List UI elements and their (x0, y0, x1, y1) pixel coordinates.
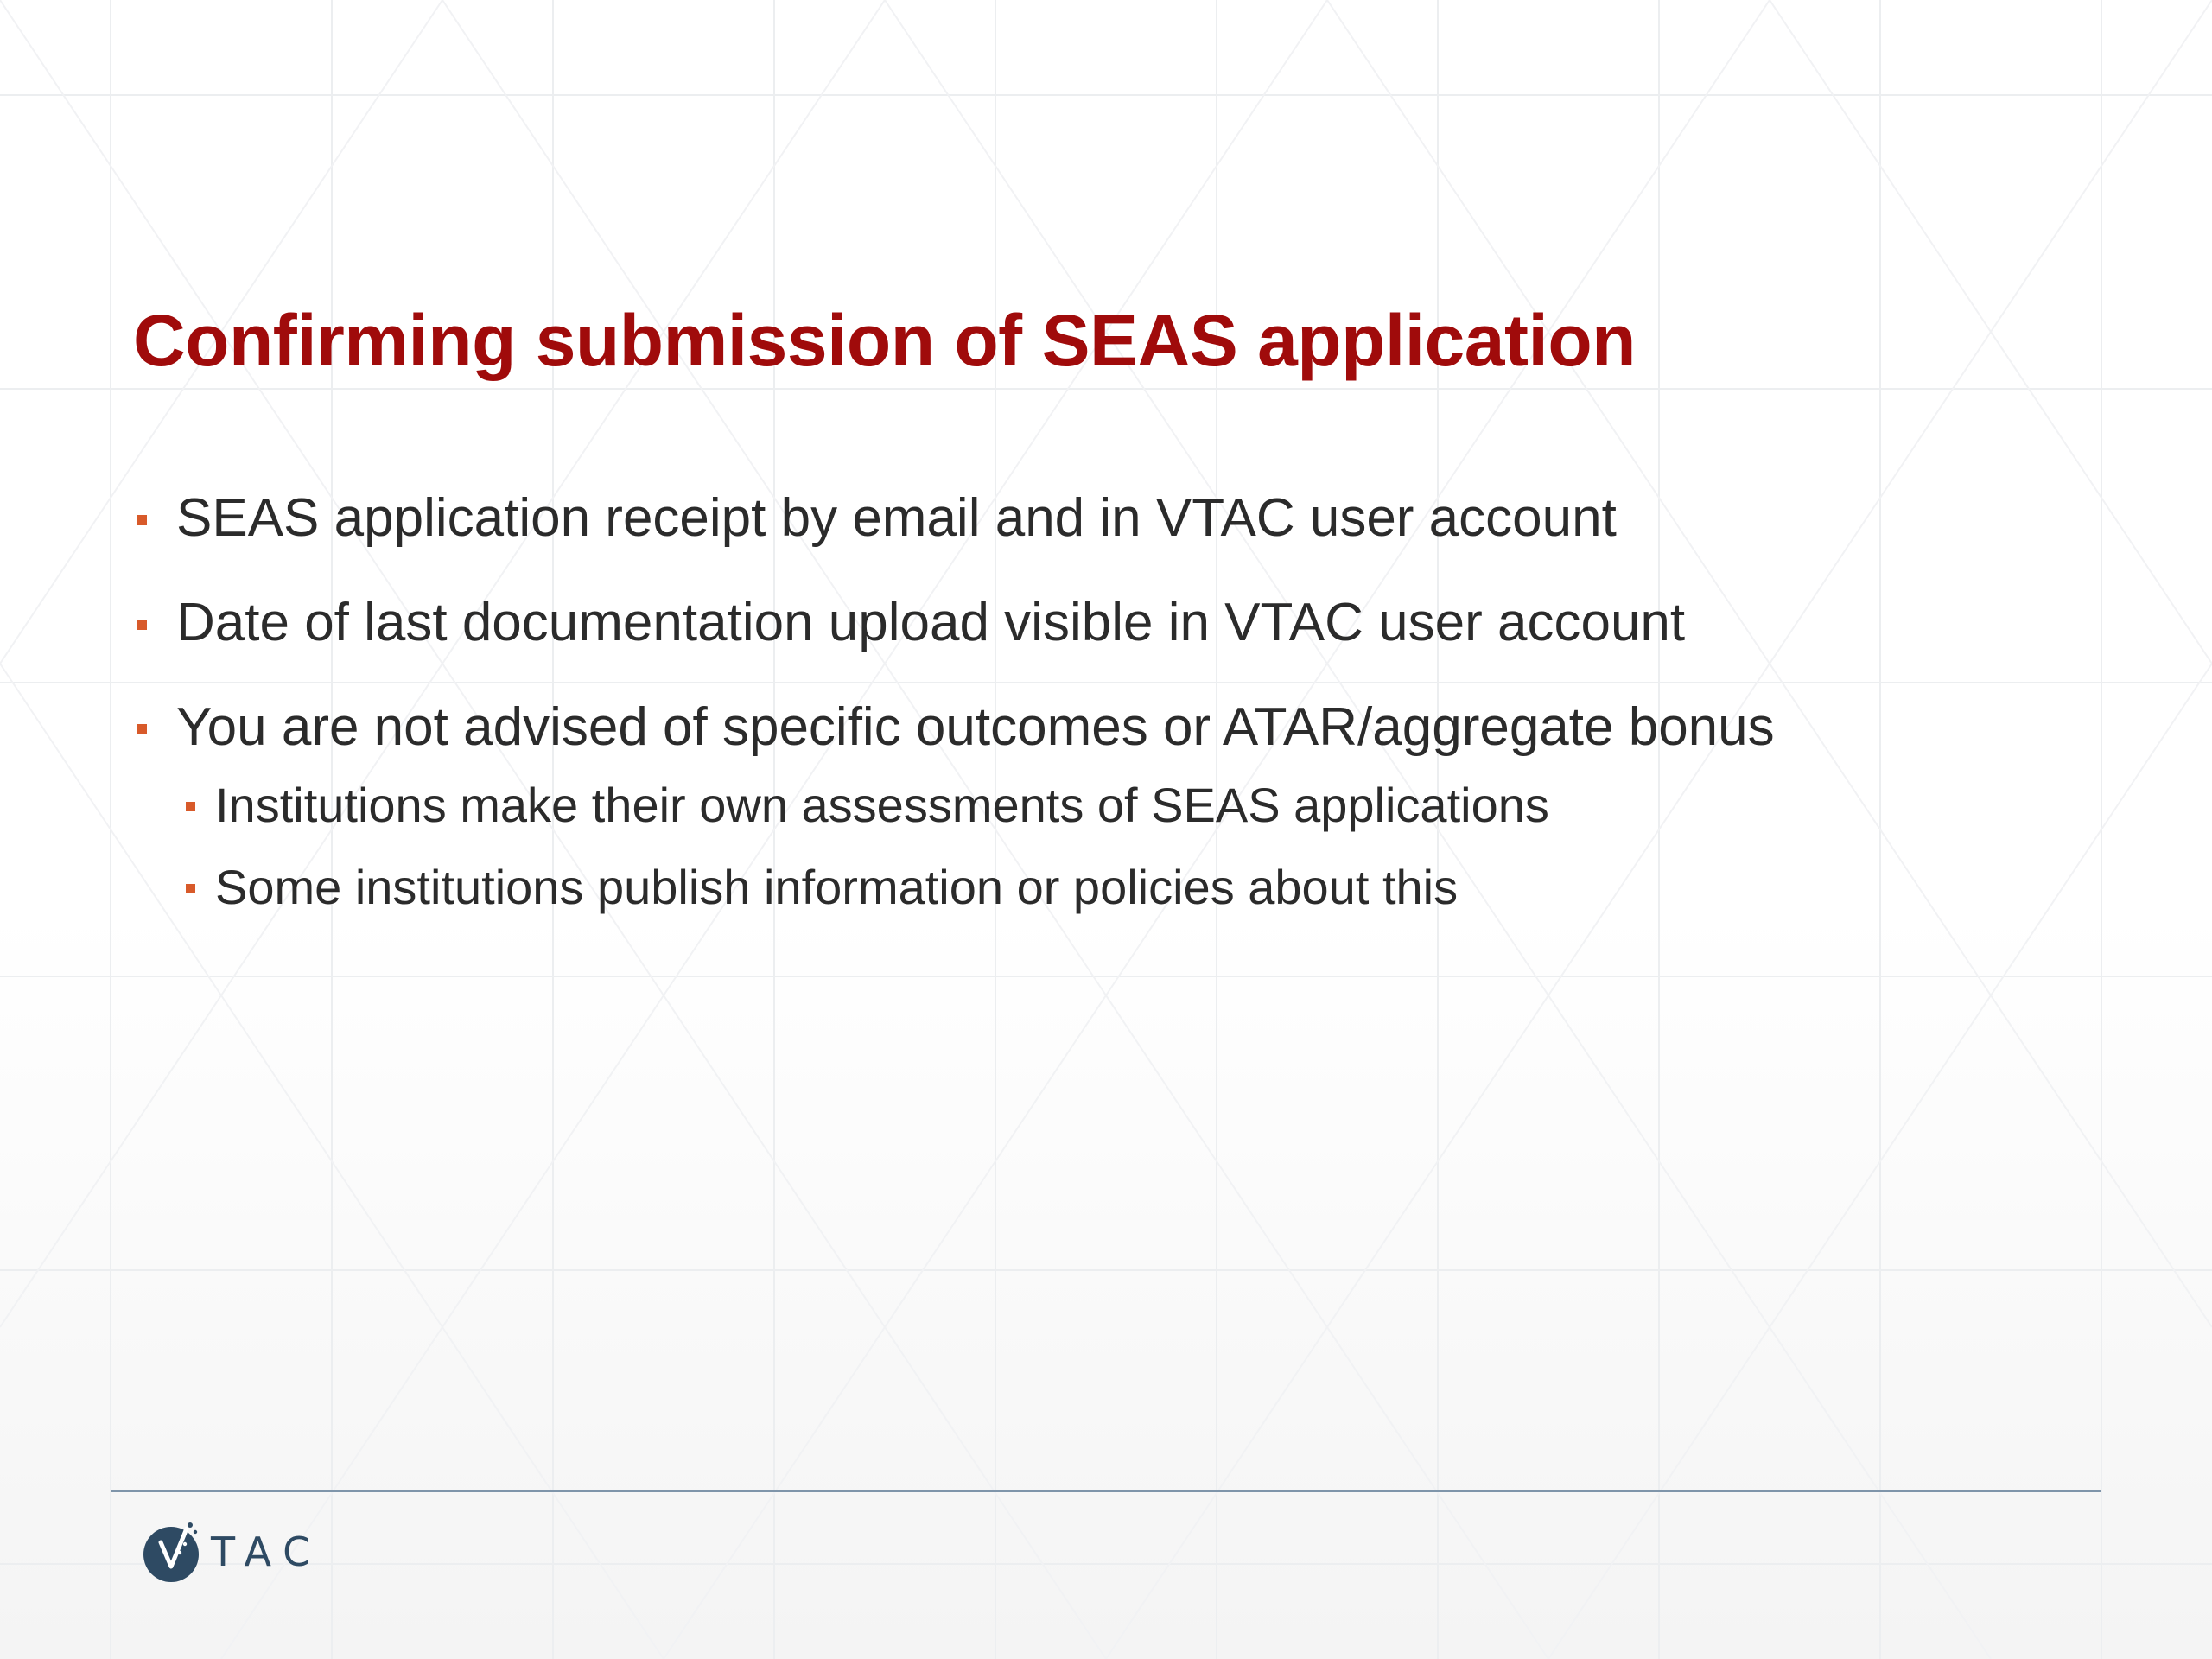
vtac-logo-text: TAC (211, 1529, 323, 1575)
vtac-logo (142, 1517, 322, 1586)
bullet-text: SEAS application receipt by email and in VTAC user account (176, 488, 1617, 548)
sub-bullet-text: Some institutions publish information or policies about this (215, 860, 1459, 914)
sub-bullet-item (133, 774, 2120, 836)
bullet-item (133, 693, 2120, 918)
bullet-marker (137, 724, 147, 734)
sub-bullet-marker (186, 884, 195, 893)
bullet-marker (137, 515, 147, 525)
bullet-item (133, 484, 2120, 553)
bullet-text: Date of last documentation upload visible in VTAC user account (176, 593, 1686, 652)
bullet-list (133, 484, 2120, 954)
sub-bullet-text: Institutions make their own assessments of SEAS applications (215, 778, 1549, 832)
bullet-item (133, 588, 2120, 658)
footer-divider (111, 1490, 2101, 1492)
sub-bullet-list (176, 774, 2120, 918)
bullet-text: You are not advised of specific outcomes or ATAR/aggregate bonus (176, 697, 1775, 757)
bullet-marker (137, 620, 147, 630)
vtac-logo-icon (142, 1520, 206, 1584)
slide-title: Confirming submission of SEAS application (133, 300, 1636, 381)
sub-bullet-item (133, 856, 2120, 918)
sub-bullet-marker (186, 802, 195, 811)
